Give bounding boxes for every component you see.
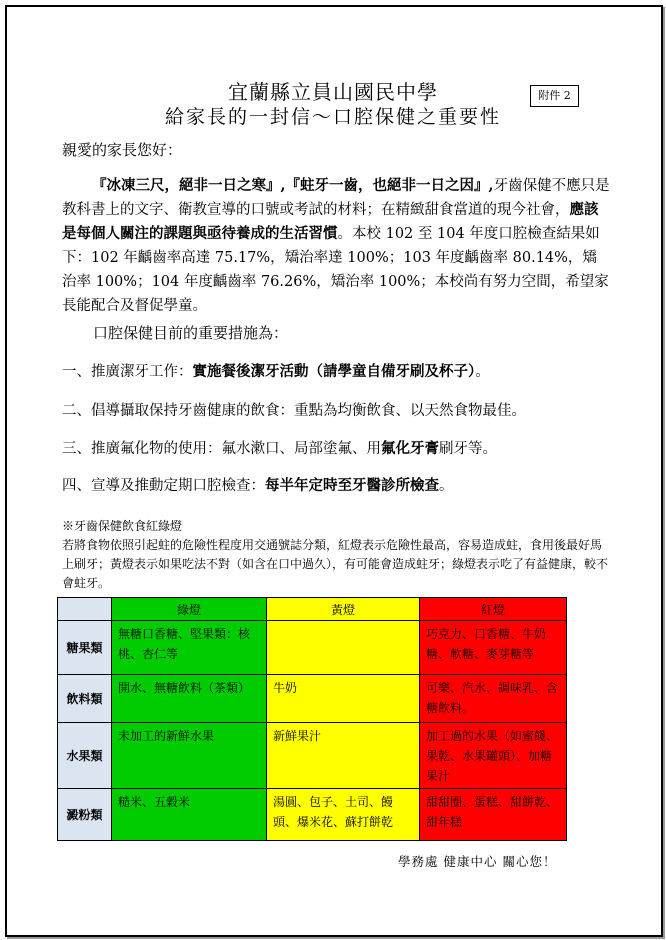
table-row [58, 723, 567, 789]
intro-text-2: 。本校 102 至 104 年度口腔檢查結果如下：102 年齲齒率高達 75.17%，矯治率達 100%；103 年度齲齒率 80.14%，矯治率 100%；104 年度齲齒率 76.26%，矯治率 100%；本校尚有努力空間，希望家長能配合及督促學童。 [62, 226, 609, 314]
green-cell: 開水、無糖飲料（茶類） [112, 675, 267, 723]
measure-item-3 [62, 437, 497, 458]
header-yellow: 黃燈 [267, 598, 420, 621]
note-text: 若將食物依照引起蛀的危險性程度用交通號誌分類，紅燈表示危險性最高，容易造成蛀，食用後最好馬上刷牙；黃燈表示如果吃法不對（如含在口中過久），有可能會造成蛀牙；綠燈表示吃了有益健康，較不會蛀牙。 [62, 538, 609, 590]
measure-bold: 每半年定時至牙醫診所檢查 [265, 477, 439, 494]
yellow-cell: 湯圓、包子、土司、饅頭、爆米花、蘇打餅乾 [267, 789, 420, 841]
note-title: ※牙齒保健飲食紅綠燈 [62, 519, 183, 533]
yellow-cell: 新鮮果汁 [267, 723, 420, 789]
measure-label: 三、推廣氟化物的使用：氟水漱口、局部塗氟、用 [62, 441, 381, 457]
greeting: 親愛的家長您好： [62, 141, 183, 159]
measure-label: 二、倡導攝取保持牙齒健康的飲食： [62, 403, 294, 419]
intro-bold-quote: 『冰凍三尺，絕非一日之寒』,『蛀牙一齒，也絕非一日之因』, [92, 177, 494, 194]
measure-bold: 氟化牙膏 [381, 440, 439, 457]
measure-item-4 [62, 474, 454, 495]
measure-text: 刷牙等。 [439, 441, 497, 457]
row-category: 水果類 [58, 723, 112, 789]
table-row [58, 675, 567, 723]
measure-bold: 實施餐後潔牙活動（請學童自備牙刷及杯子） [192, 363, 476, 380]
row-category: 澱粉類 [58, 789, 112, 841]
table-header-row [58, 598, 567, 621]
green-cell: 未加工的新鮮水果 [112, 723, 267, 789]
row-category: 糖果類 [58, 621, 112, 675]
school-name: 宜蘭縣立員山國民中學 [228, 80, 438, 104]
attachment-label: 附件 2 [530, 85, 579, 107]
measure-item-2 [62, 399, 526, 420]
intro-text-1: 牙齒保健不應只是教科書上的文字、衛教宣導的口號或考試的材料；在精緻甜食當道的現今社會， [62, 178, 610, 218]
yellow-cell [267, 621, 420, 675]
table-corner [58, 598, 112, 621]
green-cell: 無糖口香糖、堅果類：核桃、杏仁等 [112, 621, 267, 675]
red-cell: 巧克力、口香糖、牛奶糖、軟糖、麥芽糖等 [420, 621, 567, 675]
measure-text: 。 [439, 478, 454, 494]
measure-item-1 [62, 360, 490, 381]
green-cell: 糙米、五穀米 [112, 789, 267, 841]
intro-paragraph [62, 174, 610, 318]
letter-title: 給家長的一封信～口腔保健之重要性 [164, 106, 501, 128]
measure-label: 一、推廣潔牙工作： [62, 364, 193, 380]
table-row [58, 621, 567, 675]
food-traffic-light-table [57, 597, 567, 841]
table-row [58, 789, 567, 841]
red-cell: 可樂、汽水、調味乳、含糖飲料。 [420, 675, 567, 723]
measure-label: 四、宣導及推動定期口腔檢查： [62, 478, 265, 494]
measure-text: 重點為均衡飲食、以天然食物最佳。 [294, 403, 526, 419]
measure-text: 。 [475, 364, 490, 380]
header-red: 紅燈 [420, 598, 567, 621]
red-cell: 加工過的水果（如蜜餞、果乾、水果罐頭）、加糖果汁 [420, 723, 567, 789]
signature: 學務處 健康中心 關心您！ [398, 854, 557, 869]
red-cell: 甜甜圈、蛋糕、甜餅乾、甜年糕 [420, 789, 567, 841]
intro-bold-habit: 應該是每個人關注的課題與亟待養成的生活習慣 [62, 201, 599, 242]
measures-heading: 口腔保健目前的重要措施為： [93, 324, 289, 342]
yellow-cell: 牛奶 [267, 675, 420, 723]
row-category: 飲料類 [58, 675, 112, 723]
header-green: 綠燈 [112, 598, 267, 621]
